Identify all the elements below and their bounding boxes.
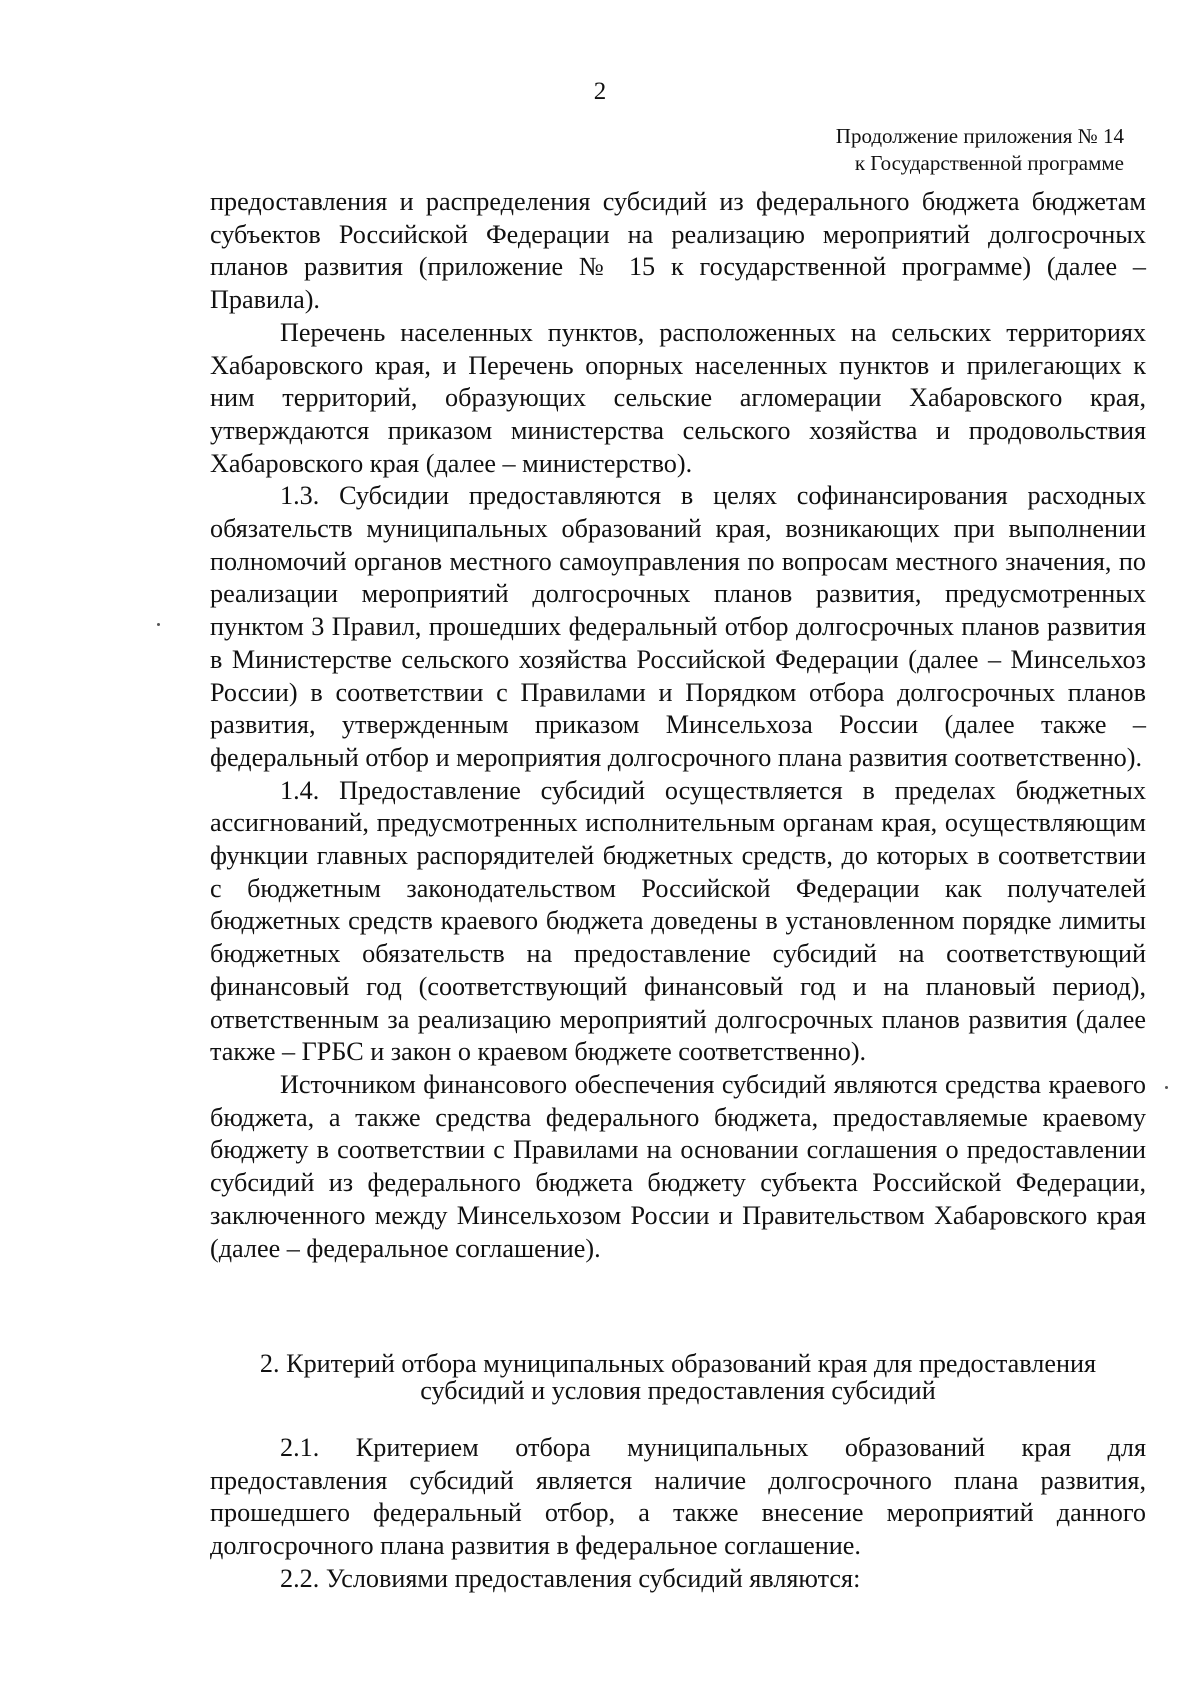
section-heading xyxy=(210,1350,1146,1404)
paragraph-continuation: предоставления и распределения субсидий из федерального бюджета бюджетам субъектов Российской Федерации на реализацию мероприятий долгосрочных планов развития (приложение № 15 к государственной программе) (далее – Правила). xyxy=(210,187,1146,315)
paragraph-2-1: 2.1. Критерием отбора муниципальных образований края для предоставления субсидий является наличие долгосрочного плана развития, прошедшего федеральный отбор, а также внесение мероприятий данного долгосрочного плана развития в федеральное соглашение. xyxy=(210,1433,1146,1561)
paragraph-2-2: 2.2. Условиями предоставления субсидий являются: xyxy=(280,1563,861,1593)
paragraph-funding-source: Источником финансового обеспечения субсидий являются средства краевого бюджета, а также средства федерального бюджета, предоставляемые краевому бюджету в соответствии с Правилами на основании соглашения о предоставлении субсидий из федерального бюджета бюджету субъекта Российской Федерации, заключенного между Минсельхозом России и Правительством Хабаровского края (далее – федеральное соглашение). xyxy=(210,1069,1146,1263)
appendix-header-line-1: Продолжение приложения № 14 xyxy=(835,124,1124,148)
paragraph-1-4: 1.4. Предоставление субсидий осуществляется в пределах бюджетных ассигнований, предусмотренных исполнительным органам края, осуществляющим функции главных распорядителей бюджетных средств, до которых в соответствии с бюджетным законодательством Российской Федерации как получателей бюджетных средств краевого бюджета доведены в установленном порядке лимиты бюджетных обязательств на предоставление субсидий на соответствующий финансовый год (соответствующий финансовый год и на плановый период), ответственным за реализацию мероприятий долгосрочных планов развития (далее также – ГРБС и закон о краевом бюджете соответственно). xyxy=(210,775,1146,1067)
appendix-header-line-2: к Государственной программе xyxy=(854,151,1124,175)
page-number: 2 xyxy=(593,78,607,105)
scan-speck xyxy=(157,623,160,626)
body-text xyxy=(210,186,1146,1265)
scan-speck xyxy=(1165,1086,1168,1089)
section-heading-line-1: 2. Критерий отбора муниципальных образований края для предоставления xyxy=(259,1349,1097,1378)
paragraph-1-3: 1.3. Субсидии предоставляются в целях софинансирования расходных обязательств муниципальных образований края, возникающих при выполнении полномочий органов местного самоуправления по вопросам местного значения, по реализации мероприятий долгосрочных планов развития, предусмотренных пунктом 3 Правил, прошедших федеральный отбор долгосрочных планов развития в Министерстве сельского хозяйства Российской Федерации (далее – Минсельхоз России) в соответствии с Правилами и Порядком отбора долгосрочных планов развития, утвержденным приказом Минсельхоза России (далее также – федеральный отбор и мероприятия долгосрочного плана развития соответственно). xyxy=(210,481,1146,772)
appendix-header xyxy=(704,123,1124,177)
section-heading-line-2: субсидий и условия предоставления субсидий xyxy=(420,1376,936,1405)
section-body-text xyxy=(210,1432,1146,1596)
paragraph-settlements-list: Перечень населенных пунктов, расположенных на сельских территориях Хабаровского края, и Перечень опорных населенных пунктов и прилегающих к ним территорий, образующих сельские агломерации Хабаровского края, утверждаются приказом министерства сельского хозяйства и продовольствия Хабаровского края (далее – министерство). xyxy=(210,317,1146,478)
